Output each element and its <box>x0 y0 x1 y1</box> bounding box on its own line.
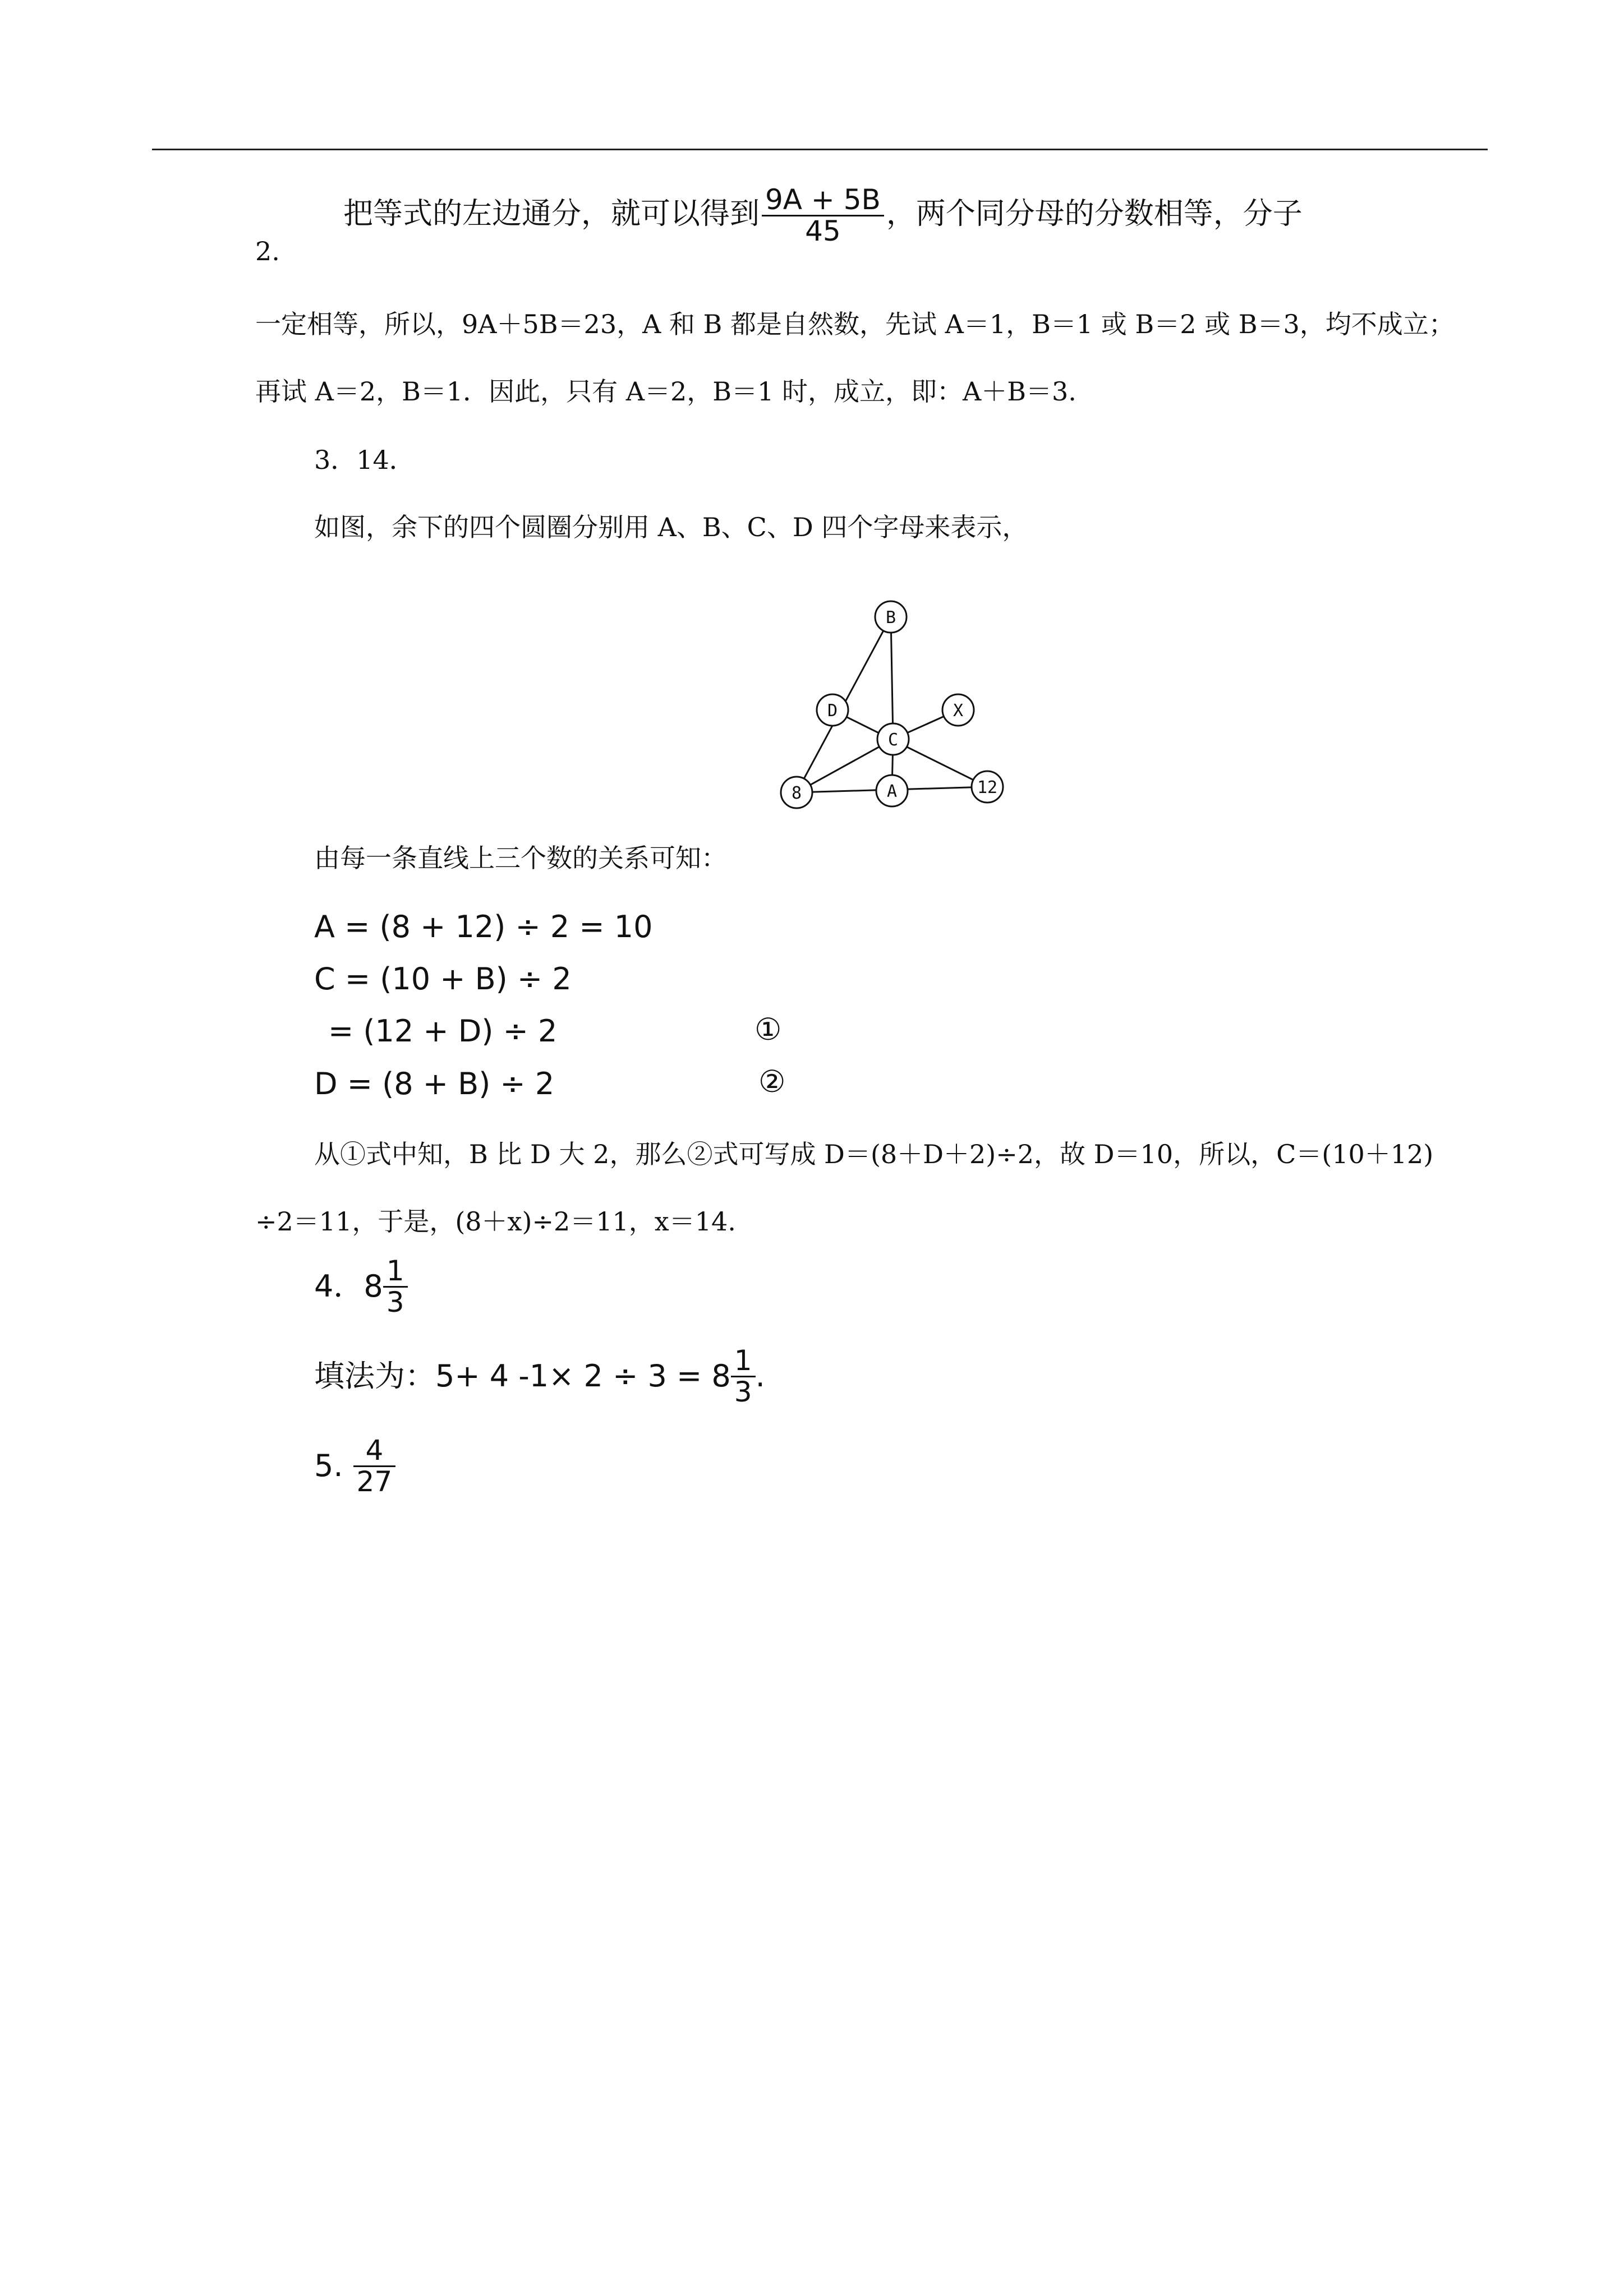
q4-fill-fraction-numerator: 1 <box>731 1346 756 1377</box>
q4-fill-text: 填法为：5+ 4 -1× 2 ÷ 3 = 8 <box>314 1358 731 1394</box>
q5-fraction <box>353 1436 396 1496</box>
q3-eq4: D = (8 + B) ÷ 2 <box>314 1066 555 1101</box>
label-x: X <box>953 701 964 721</box>
header-rule <box>152 149 1488 150</box>
q5-fraction-denominator: 27 <box>356 1465 393 1498</box>
q4-fill <box>314 1346 765 1407</box>
q2-fraction <box>762 185 884 246</box>
label-c: C <box>887 730 899 750</box>
q3-eq1: A = (8 + 12) ÷ 2 = 10 <box>314 909 653 944</box>
q4-fraction <box>383 1256 408 1317</box>
q2-line3: 再试 A＝2，B＝1．因此，只有 A＝2，B＝1 时，成立，即：A＋B＝3. <box>255 376 1076 407</box>
q3-eq2: C = (10 + B) ÷ 2 <box>314 961 572 997</box>
q5-answer <box>314 1436 395 1496</box>
q5-fraction-numerator: 4 <box>353 1436 396 1467</box>
q5-label: 5. <box>314 1448 343 1483</box>
q4-fraction-denominator: 3 <box>386 1285 404 1318</box>
label-a: A <box>886 782 898 801</box>
circle-line-figure <box>764 588 1022 812</box>
q3-intro: 如图，余下的四个圆圈分别用 A、B、C、D 四个字母来表示， <box>314 512 1028 542</box>
figure-svg <box>764 588 1022 812</box>
q2-line1 <box>343 185 1303 246</box>
label-d: D <box>827 701 838 721</box>
q3-conclusion-1: 从①式中知，B 比 D 大 2，那么②式可写成 D＝(8＋D＋2)÷2，故 D＝10，所以，C＝(10＋12) <box>314 1139 1434 1169</box>
q2-number: 2. <box>255 236 280 266</box>
q3-answer: 3．14． <box>314 445 415 475</box>
label-12: 12 <box>977 778 998 797</box>
q3-conclusion-2: ÷2＝11，于是，(8＋x)÷2＝11，x＝14. <box>255 1206 736 1237</box>
q4-fill-fraction-denominator: 3 <box>734 1375 752 1408</box>
line-b-c <box>891 617 893 739</box>
q3-eq3: = (12 + D) ÷ 2 <box>328 1013 558 1049</box>
label-b: B <box>885 608 896 628</box>
q2-fraction-denominator: 45 <box>805 214 841 247</box>
q3-relation: 由每一条直线上三个数的关系可知： <box>314 843 727 873</box>
q4-fraction-numerator: 1 <box>383 1256 408 1288</box>
q4-label: 4．8 <box>314 1269 383 1304</box>
q2-line2: 一定相等，所以，9A＋5B＝23，A 和 B 都是自然数，先试 A＝1，B＝1 或 B＝2 或 B＝3，均不成立； <box>255 309 1455 339</box>
q2-fraction-numerator: 9A + 5B <box>762 185 884 216</box>
q4-fill-fraction <box>731 1346 756 1407</box>
q3-eq4-mark: ② <box>758 1064 786 1099</box>
q2-text-pre: 把等式的左边通分，就可以得到 <box>343 196 760 231</box>
label-8: 8 <box>791 783 802 803</box>
q4-answer <box>314 1256 408 1317</box>
q3-eq3-mark: ① <box>755 1012 782 1047</box>
q4-fill-period: . <box>755 1358 765 1394</box>
q2-text-post: ，两个同分母的分数相等，分子 <box>886 196 1303 231</box>
